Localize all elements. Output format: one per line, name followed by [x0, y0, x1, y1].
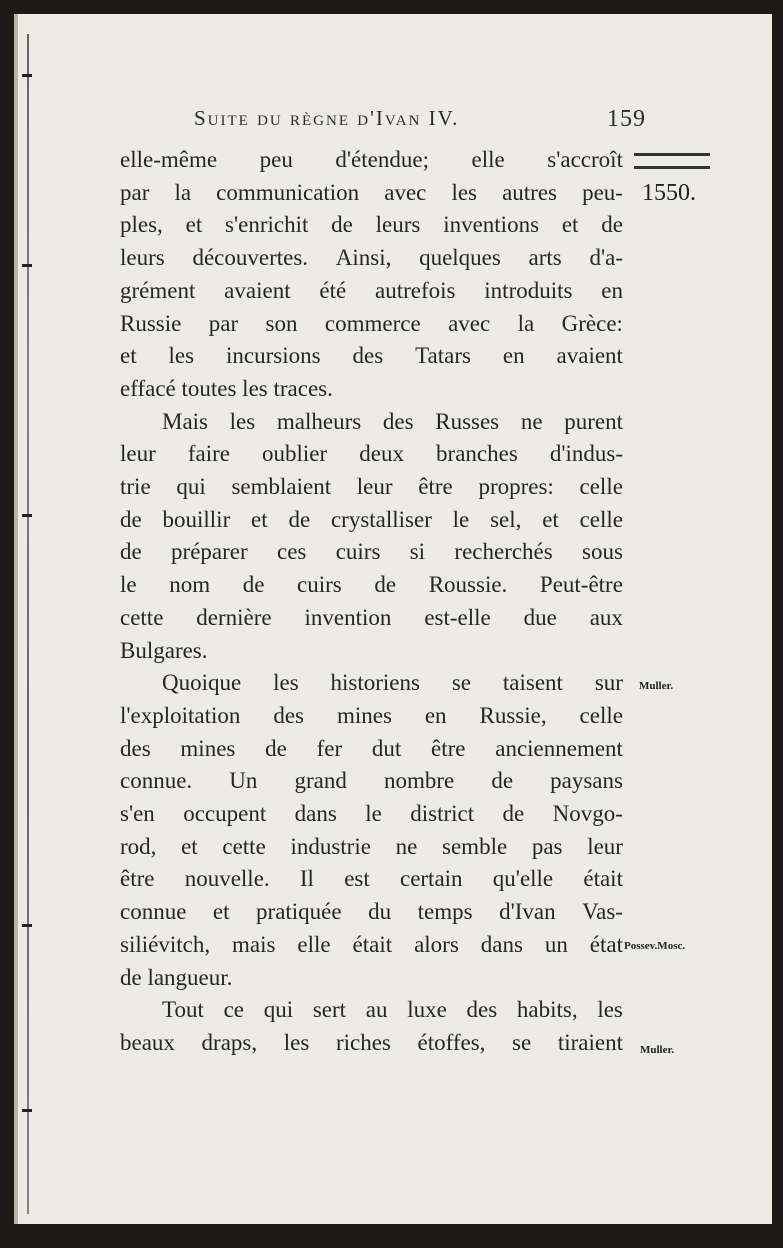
text-line: Russie par son commerce avec la Grèce:: [120, 310, 623, 336]
text-line: par la communication avec les autres peu-: [120, 179, 623, 205]
margin-note-possevino: Possev.Mosc.: [624, 940, 686, 952]
text-line: l'exploitation des mines en Russie, celle: [120, 702, 623, 728]
text-line: siliévitch, mais elle était alors dans un état: [120, 931, 623, 957]
running-header: [194, 106, 646, 133]
text-line: de langueur.: [120, 964, 233, 990]
text-line: leur faire oublier deux branches d'indus-: [120, 441, 623, 467]
text-line: cette dernière invention est-elle due aux: [120, 604, 623, 630]
text-line: trie qui semblaient leur être propres: celle: [120, 474, 623, 500]
text-line: effacé toutes les traces.: [120, 375, 333, 401]
text-line: connue et pratiquée du temps d'Ivan Vas-: [120, 899, 623, 925]
margin-note-muller-2: Muller.: [640, 1044, 675, 1056]
text-line: leurs découvertes. Ainsi, quelques arts d'a-: [120, 245, 623, 271]
text-line: Tout ce qui sert au luxe des habits, les: [162, 997, 623, 1023]
text-line: beaux draps, les riches étoffes, se tiraient: [120, 1029, 623, 1055]
text-line: de bouillir et de crystalliser le sel, et celle: [120, 506, 623, 532]
text-line: s'en occupent dans le district de Novgo-: [120, 801, 623, 827]
text-line: le nom de cuirs de Roussie. Peut-être: [120, 572, 623, 598]
text-line: des mines de fer dut être anciennement: [120, 735, 623, 761]
margin-rule: [634, 153, 710, 169]
text-line: ples, et s'enrichit de leurs inventions et de: [120, 212, 623, 238]
running-title: Suite du règne d'Ivan IV.: [194, 106, 460, 130]
text-line: connue. Un grand nombre de paysans: [120, 768, 623, 794]
margin-year: 1550.: [642, 180, 696, 206]
text-line: Quoique les historiens se taisent sur: [162, 670, 623, 696]
margin-note-muller-1: Muller.: [639, 680, 674, 692]
text-line: elle-même peu d'étendue; elle s'accroît: [120, 147, 623, 172]
body-text: [120, 144, 623, 1060]
text-line: Bulgares.: [120, 637, 208, 663]
binding-edge: [18, 34, 40, 1214]
text-line: rod, et cette industrie ne semble pas leur: [120, 833, 623, 859]
text-line: grément avaient été autrefois introduits en: [120, 277, 623, 303]
text-line: Mais les malheurs des Russes ne purent: [162, 408, 623, 434]
text-line: de préparer ces cuirs si recherchés sous: [120, 539, 623, 565]
text-line: et les incursions des Tatars en avaient: [120, 343, 623, 369]
text-line: être nouvelle. Il est certain qu'elle était: [120, 866, 623, 892]
page-number: 159: [607, 106, 646, 132]
